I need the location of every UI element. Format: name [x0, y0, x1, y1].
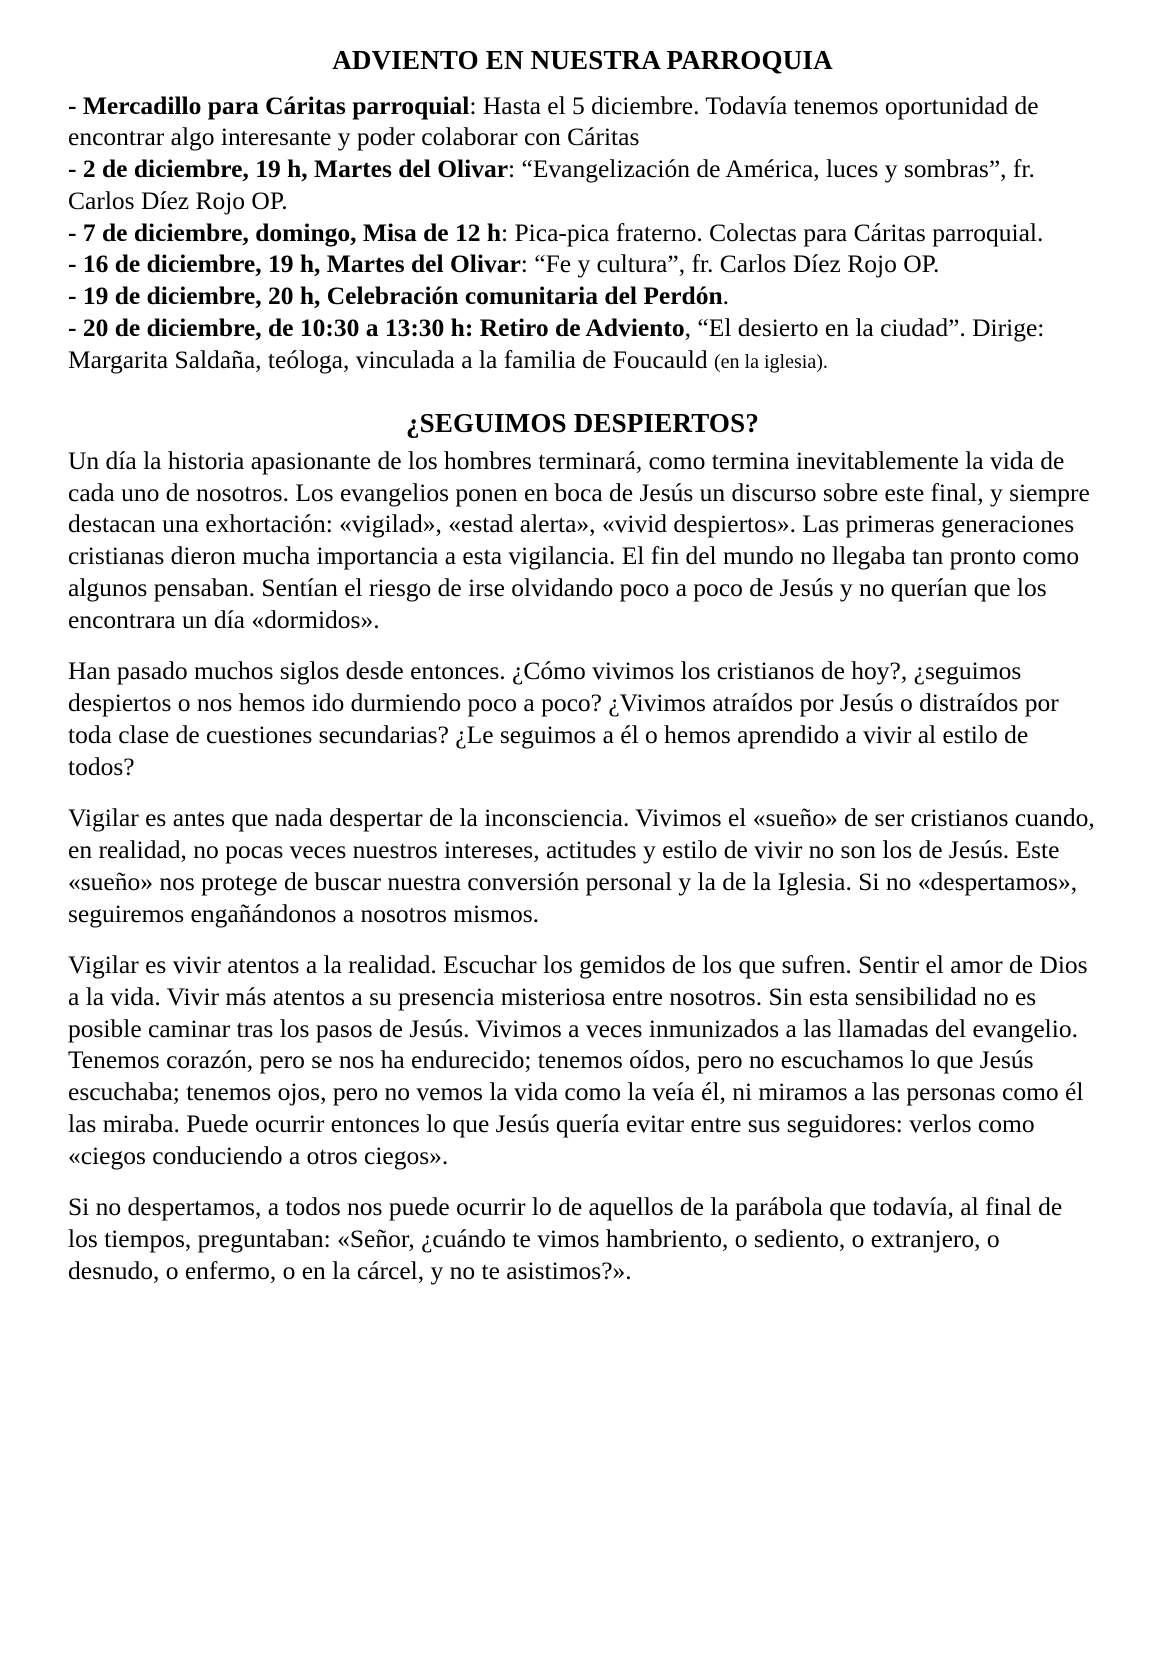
article-paragraph: Si no despertamos, a todos nos puede ocurrir lo de aquellos de la parábola que todavía, al final de los tiempos, preguntaban: «Señor, ¿cuándo te vimos hambriento, o sediento, o extranjero, o desnudo, o enfermo, o en la cárcel, y no te asistimos?».	[68, 1192, 1063, 1285]
event-detail: , “El desierto en la ciudad”. Dirige: Margarita Saldaña, teóloga, vinculada a la familia de Foucauld	[68, 312, 1045, 374]
section-title: ¿SEGUIMOS DESPIERTOS?	[405, 408, 760, 439]
article-paragraph: Vigilar es antes que nada despertar de la inconsciencia. Vivimos el «sueño» de ser cristianos cuando, en realidad, no pocas veces nuestros intereses, actitudes y estilo de vivir no son los de Jesús. Este «sueño» nos protege de buscar nuestra conversión personal y la de la Iglesia. Si no «despertamos», seguiremos engañándonos a nosotros mismos.	[68, 803, 1095, 928]
event-lead: - 19 de diciembre, 20 h, Celebración comunitaria del Perdón	[68, 281, 723, 311]
advent-events-list	[68, 90, 1097, 376]
list-item	[68, 312, 1097, 375]
event-detail: .	[722, 281, 730, 311]
list-item	[68, 153, 1097, 216]
event-lead: - 7 de diciembre, domingo, Misa de 12 h	[68, 217, 502, 247]
event-location-note: (en la iglesia).	[714, 350, 828, 373]
article-paragraph: Un día la historia apasionante de los hombres terminará, como termina inevitablemente la vida de cada uno de nosotros. Los evangelios ponen en boca de Jesús un discurso sobre este final, y siempre destacan una exhortación: «vigilad», «estad alerta», «vivid despiertos». Las primeras generaciones cristianas dieron mucha importancia a esta vigilancia. El fin del mundo no llegaba tan pronto como algunos pensaban. Sentían el riesgo de irse olvidando poco a poco de Jesús y no querían que los encontrara un día «dormidos».	[68, 445, 1090, 634]
event-lead: - 20 de diciembre, de 10:30 a 13:30 h: Retiro de Adviento	[68, 312, 685, 342]
event-lead: - 16 de diciembre, 19 h, Martes del Olivar	[68, 249, 521, 279]
event-lead: - 2 de diciembre, 19 h, Martes del Olivar	[68, 154, 509, 184]
event-detail: : Hasta el 5 diciembre. Todavía tenemos oportunidad de encontrar algo interesante y poder colaborar con Cáritas	[68, 90, 1039, 152]
article-paragraph: Vigilar es vivir atentos a la realidad. Escuchar los gemidos de los que sufren. Sentir el amor de Dios a la vida. Vivir más atentos a su presencia misteriosa entre nosotros. Sin esta sensibilidad no es posible caminar tras los pasos de Jesús. Vivimos a veces inmunizados a las llamadas del evangelio. Tenemos corazón, pero se nos ha endurecido; tenemos oídos, pero no escuchamos lo que Jesús escuchaba; tenemos ojos, pero no vemos la vida como la veía él, ni miramos a las personas como él las miraba. Puede ocurrir entonces lo que Jesús quería evitar entre sus seguidores: verlos como «ciegos conduciendo a otros ciegos».	[68, 950, 1088, 1170]
page-title: ADVIENTO EN NUESTRA PARROQUIA	[332, 45, 833, 75]
event-lead: - Mercadillo para Cáritas parroquial	[68, 90, 470, 120]
event-detail: : Pica-pica fraterno. Colectas para Cáritas parroquial.	[501, 217, 1044, 247]
list-item	[68, 90, 1097, 153]
event-detail: : “Evangelización de América, luces y sombras”, fr. Carlos Díez Rojo OP.	[68, 154, 1035, 215]
list-item	[68, 248, 1097, 280]
list-item	[68, 217, 1097, 249]
article-paragraph: Han pasado muchos siglos desde entonces. ¿Cómo vivimos los cristianos de hoy?, ¿seguimos despiertos o nos hemos ido durmiendo poco a poco? ¿Vivimos atraídos por Jesús o distraídos por toda clase de cuestiones secundarias? ¿Le seguimos a él o hemos aprendido a vivir al estilo de todos?	[68, 656, 1059, 781]
event-detail: : “Fe y cultura”, fr. Carlos Díez Rojo OP.	[520, 249, 940, 279]
list-item	[68, 280, 1097, 312]
